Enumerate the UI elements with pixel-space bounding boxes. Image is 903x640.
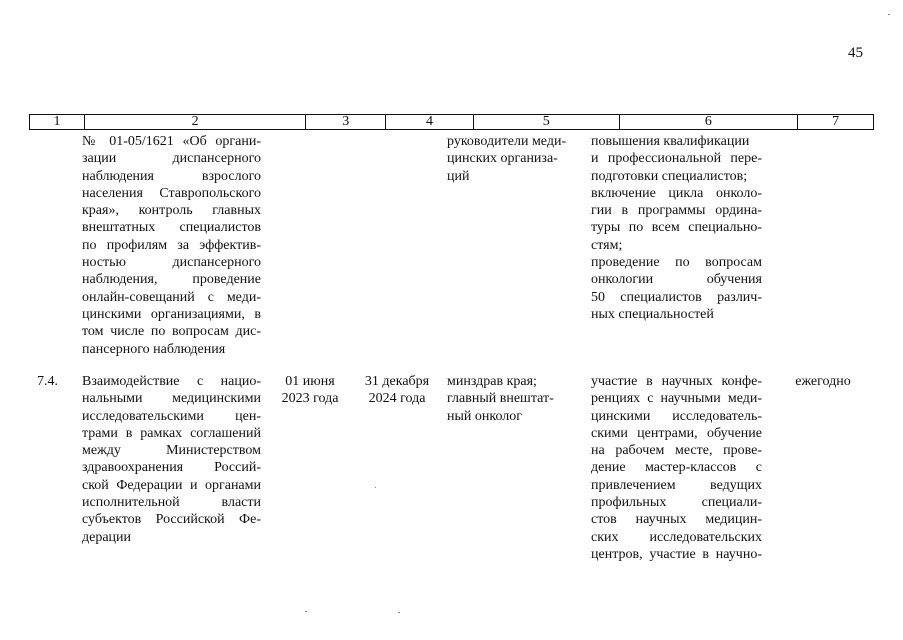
scan-speck xyxy=(305,611,307,612)
text-line: № 01-05/1621 «Об органи- xyxy=(82,134,261,149)
text-line: трами в рамках соглашений xyxy=(82,425,261,441)
row-continuation-result xyxy=(591,133,762,323)
text-line: повышения квалификации xyxy=(591,134,750,149)
text-line: населения Ставропольского xyxy=(82,185,261,201)
text-line: цинских организа- xyxy=(447,151,558,167)
text-line: здравоохранения Россий- xyxy=(82,460,261,476)
column-number-1: 1 xyxy=(30,115,85,129)
text-line: между Министерством xyxy=(82,443,261,459)
text-line: ций xyxy=(447,168,470,184)
text-line: на рабочем месте, прове- xyxy=(591,443,762,459)
scan-speck xyxy=(888,14,890,15)
text-line: том числе по вопросам дис- xyxy=(82,324,261,340)
text-line: дерации xyxy=(82,529,132,545)
text-line: 31 декабря xyxy=(364,374,430,389)
text-line: ностью диспансерного xyxy=(82,255,261,271)
text-line: наблюдения, проведение xyxy=(82,272,261,288)
text-line: минздрав края; xyxy=(447,374,537,389)
text-line: ных специальностей xyxy=(591,306,714,322)
text-line: ренциях с научными меди- xyxy=(591,391,762,407)
row-result xyxy=(591,373,762,563)
text-line: ских исследовательских xyxy=(591,529,762,545)
text-line: включение цикла онколо- xyxy=(591,185,762,201)
row-start-date xyxy=(272,373,348,408)
text-line: стям; xyxy=(591,237,623,253)
text-line: подготовки специалистов; xyxy=(591,168,748,184)
text-line: участие в научных конфе- xyxy=(591,374,762,389)
text-line: внештатных специалистов xyxy=(82,220,261,236)
text-line: Взаимодействие с нацио- xyxy=(82,374,261,389)
row-number: 7.4. xyxy=(37,374,58,389)
row-period xyxy=(785,373,861,390)
table-column-header xyxy=(29,114,874,130)
column-number-4: 4 xyxy=(386,115,474,129)
text-line: туры по всем специально- xyxy=(591,220,762,236)
scan-speck xyxy=(398,612,400,613)
row-continuation-responsible xyxy=(447,133,577,185)
column-number-3: 3 xyxy=(306,115,386,129)
text-line: 01 июня xyxy=(285,374,335,389)
text-line: привлечением ведущих xyxy=(591,477,762,493)
text-line: по профилям за эффектив- xyxy=(82,237,261,253)
row-end-date xyxy=(353,373,441,408)
text-line: 2023 года xyxy=(281,391,339,407)
text-line: дение мастер-классов с xyxy=(591,460,762,476)
text-line: субъектов Российской Фе- xyxy=(82,512,261,528)
text-line: 50 специалистов различ- xyxy=(591,289,762,305)
text-line: профильных специали- xyxy=(591,495,762,511)
text-line: зации диспансерного xyxy=(82,151,261,167)
scan-speck xyxy=(375,487,376,488)
text-line: цинскими исследователь- xyxy=(591,408,762,424)
text-line: пансерного наблюдения xyxy=(82,341,226,357)
text-line: главный внештат- xyxy=(447,391,554,407)
column-number-6: 6 xyxy=(620,115,799,129)
text-line: онкологии обучения xyxy=(591,272,762,288)
text-line: ный онколог xyxy=(447,408,523,424)
text-line: руководители меди- xyxy=(447,134,567,149)
text-line: проведение по вопросам xyxy=(591,255,762,271)
text-line: цинскими организациями, в xyxy=(82,306,261,322)
column-number-2: 2 xyxy=(85,115,306,129)
row-continuation-measure xyxy=(82,133,261,358)
text-line: нальными медицинскими xyxy=(82,391,261,407)
text-line: стов научных медицин- xyxy=(591,512,762,528)
row-measure xyxy=(82,373,261,546)
text-line: ской Федерации и органами xyxy=(82,477,261,493)
text-line: ежегодно xyxy=(795,374,851,389)
text-line: наблюдения взрослого xyxy=(82,168,261,184)
text-line: исполнительной власти xyxy=(82,495,261,511)
text-line: края», контроль главных xyxy=(82,203,261,219)
text-line: скими центрами, обучение xyxy=(591,425,762,441)
text-line: 2024 года xyxy=(368,391,426,407)
text-line: гии в программы ордина- xyxy=(591,203,762,219)
text-line: центров, участие в научно- xyxy=(591,546,762,562)
column-number-7: 7 xyxy=(832,114,840,129)
text-line: и профессиональной пере- xyxy=(591,151,762,167)
text-line: онлайн-совещаний с меди- xyxy=(82,289,261,305)
text-line: исследовательскими цен- xyxy=(82,408,261,424)
row-responsible xyxy=(447,373,577,425)
page-number: 45 xyxy=(848,45,863,61)
column-number-5: 5 xyxy=(474,115,620,129)
